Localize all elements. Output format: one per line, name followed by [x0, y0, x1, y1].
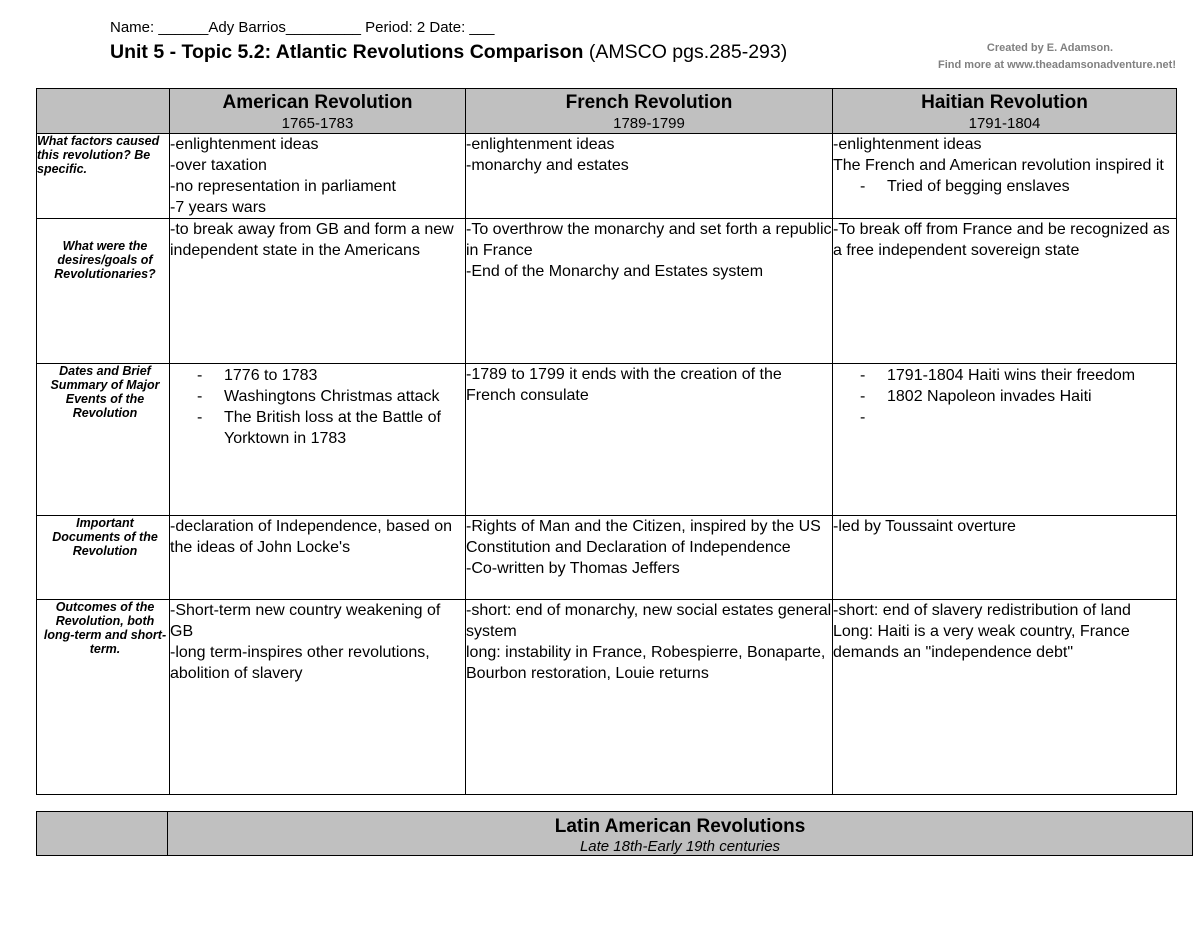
latin-subtitle: Late 18th-Early 19th centuries: [579, 837, 781, 855]
cell-line: Long: Haiti is a very weak country, France demands an "independence debt": [833, 623, 1135, 661]
cell-french-events: [466, 364, 833, 516]
cell-line: -7 years wars: [170, 199, 267, 216]
column-dates: 1789-1799: [613, 115, 685, 132]
cell-french-goals: [466, 219, 833, 364]
cell-line: -over taxation: [170, 157, 267, 174]
cell-french-documents: [466, 516, 833, 600]
cell-american-outcomes: [170, 600, 466, 795]
cell-line: -enlightenment ideas: [170, 136, 319, 153]
cell-line: The French and American revolution inspired it: [833, 157, 1164, 174]
row-label: What were the desires/goals of Revolutionaries?: [37, 219, 170, 364]
list-item: - 1802 Napoleon invades Haiti: [833, 386, 1177, 407]
column-dates: 1791-1804: [968, 115, 1041, 132]
column-header-french: [466, 89, 833, 134]
latin-header-row: [37, 812, 1193, 856]
cell-line: -long term-inspires other revolutions, abolition of slavery: [170, 644, 435, 682]
cell-american-factors: [170, 134, 466, 219]
cell-line: long: instability in France, Robespierre, Bonaparte, Bourbon restoration, Louie returns: [466, 644, 830, 682]
list-item: - Tried of begging enslaves: [833, 176, 1177, 197]
cell-bullet-list: [833, 176, 1177, 197]
cell-french-outcomes: [466, 600, 833, 795]
cell-line: -Rights of Man and the Citizen, inspired by the US Constitution and Declaration of Independence: [466, 518, 826, 556]
column-header-american: [170, 89, 466, 134]
cell-line: -1789 to 1799 it ends with the creation of the French consulate: [466, 366, 787, 404]
list-item: - Washingtons Christmas attack: [170, 386, 466, 407]
latin-corner-cell: [37, 812, 168, 856]
cell-bullet-list: [833, 365, 1177, 407]
cell-line: -short: end of monarchy, new social estates general system: [466, 602, 832, 640]
cell-line: -To break off from France and be recognized as a free independent sovereign state: [833, 221, 1175, 259]
credit-website: Find more at www.theadamsonadventure.net!: [938, 59, 1176, 71]
comparison-table: [36, 88, 1177, 795]
row-label: Dates and Brief Summary of Major Events of the Revolution: [37, 364, 170, 516]
cell-bullet-list: [170, 365, 466, 449]
row-label: Important Documents of the Revolution: [37, 516, 170, 600]
column-header-haitian: [833, 89, 1177, 134]
table-row-outcomes: [37, 600, 1177, 795]
cell-haitian-factors: [833, 134, 1177, 219]
row-label: Outcomes of the Revolution, both long-term and short-term.: [37, 600, 170, 795]
list-item: - 1776 to 1783: [170, 365, 466, 386]
page-title-pages: (AMSCO pgs.285-293): [583, 41, 788, 63]
cell-line: -to break away from GB and form a new independent state in the Americans: [170, 221, 459, 259]
column-title: Haitian Revolution: [921, 92, 1088, 113]
cell-line: -short: end of slavery redistribution of land: [833, 602, 1131, 619]
cell-haitian-outcomes: [833, 600, 1177, 795]
page-title: [110, 40, 787, 64]
cell-line: -enlightenment ideas: [466, 136, 615, 153]
cell-line: -To overthrow the monarchy and set forth a republic in France: [466, 221, 832, 259]
credit-block: [938, 40, 1176, 74]
cell-line: -declaration of Independence, based on the ideas of John Locke's: [170, 518, 457, 556]
latin-american-table: [36, 811, 1193, 856]
cell-haitian-goals: [833, 219, 1177, 364]
list-item: - The British loss at the Battle of Yorktown in 1783: [170, 407, 466, 449]
cell-line: -led by Toussaint overture: [833, 518, 1016, 535]
cell-line: -Short-term new country weakening of GB: [170, 602, 445, 640]
cell-line: -no representation in parliament: [170, 178, 396, 195]
list-item: - 1791-1804 Haiti wins their freedom: [833, 365, 1177, 386]
page-title-main: Unit 5 - Topic 5.2: Atlantic Revolutions Comparison: [110, 41, 584, 63]
cell-american-documents: [170, 516, 466, 600]
table-row-events: [37, 364, 1177, 516]
cell-haitian-documents: [833, 516, 1177, 600]
cell-line: -monarchy and estates: [466, 157, 629, 174]
name-period-date-line: Name: ______Ady Barrios_________ Period: 2 Date: ___: [110, 19, 495, 36]
credit-author: Created by E. Adamson.: [986, 42, 1113, 54]
corner-cell: [37, 89, 170, 134]
table-row-documents: [37, 516, 1177, 600]
cell-haitian-events: [833, 364, 1177, 516]
row-label: What factors caused this revolution? Be specific.: [37, 134, 170, 219]
table-header-row: [37, 89, 1177, 134]
cell-american-events: [170, 364, 466, 516]
table-row-goals: [37, 219, 1177, 364]
latin-header-cell: [168, 812, 1193, 856]
column-dates: 1765-1783: [281, 115, 354, 132]
cell-line: -enlightenment ideas: [833, 136, 982, 153]
column-title: American Revolution: [222, 92, 413, 113]
table-row-factors: [37, 134, 1177, 219]
cell-french-factors: [466, 134, 833, 219]
cell-american-goals: [170, 219, 466, 364]
latin-title: Latin American Revolutions: [554, 815, 806, 837]
cell-line: -End of the Monarchy and Estates system: [466, 263, 764, 280]
column-title: French Revolution: [565, 92, 733, 113]
cell-line: -Co-written by Thomas Jeffers: [466, 560, 680, 577]
